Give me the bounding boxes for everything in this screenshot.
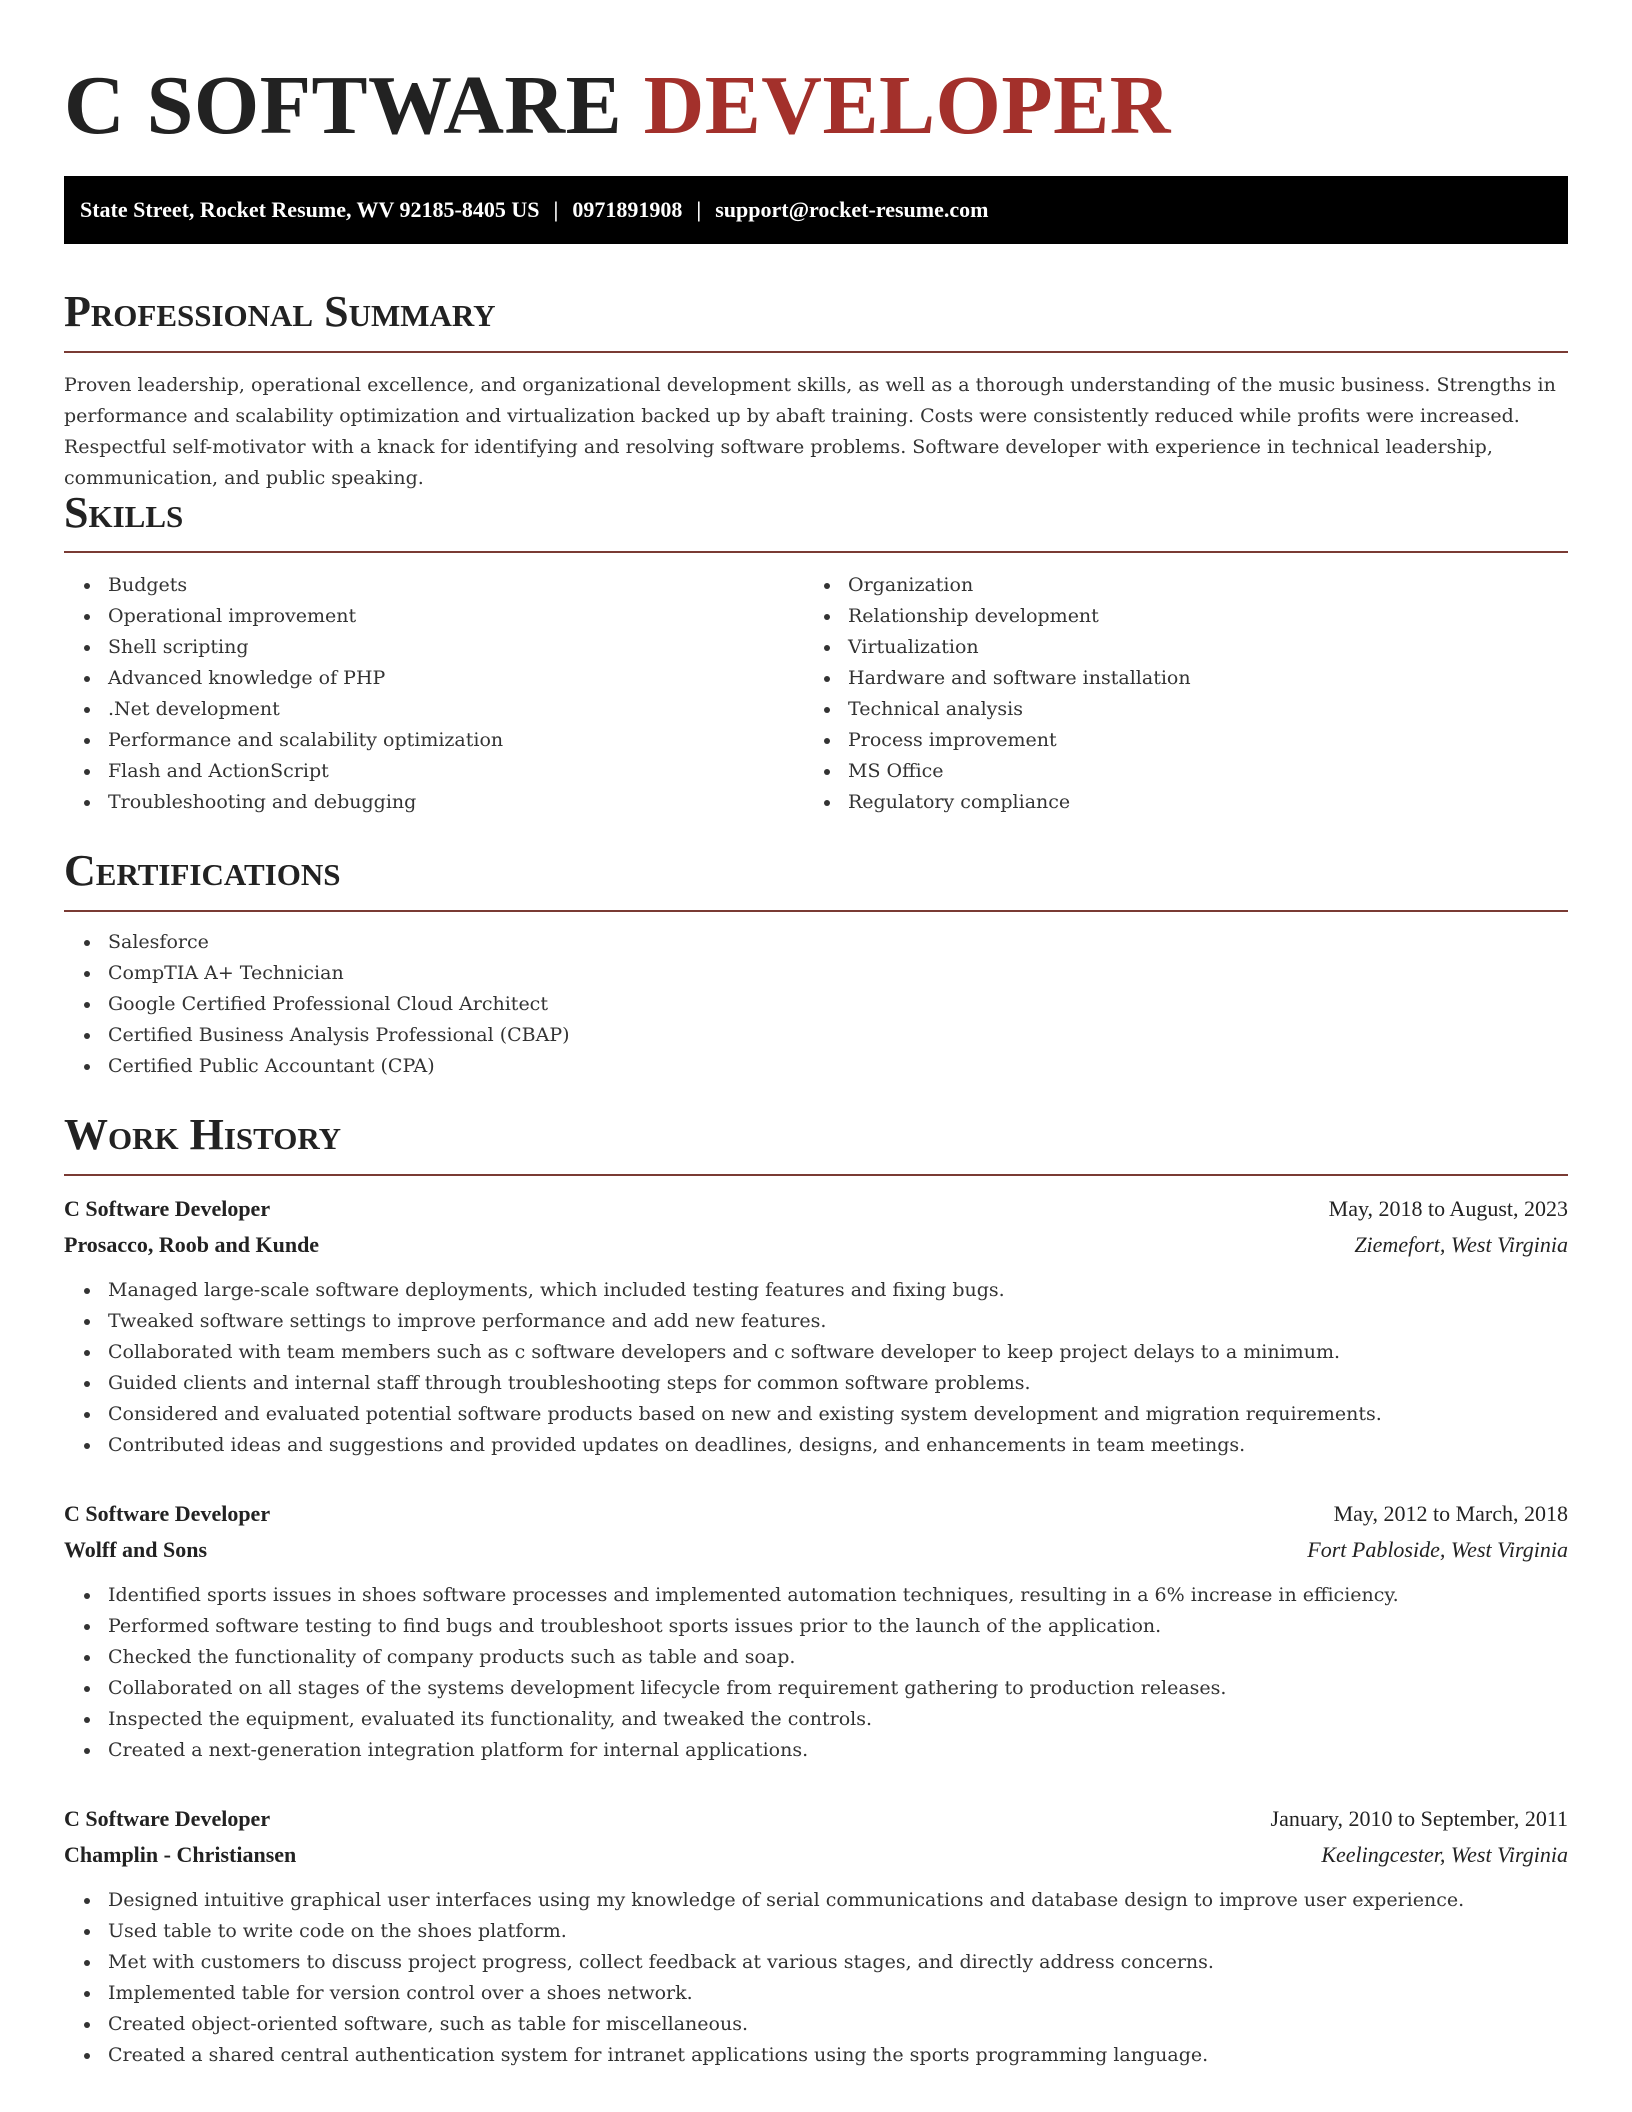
certification-item: Salesforce [64,927,1568,958]
responsibility-item: Tweaked software settings to improve performance and add new features. [64,1306,1568,1337]
section-divider [64,351,1568,353]
responsibility-item: Collaborated on all stages of the systems development lifecycle from requirement gathering to production releases. [64,1673,1568,1704]
job-location: Ziemefort, West Virginia [1354,1232,1568,1257]
section-divider [64,551,1568,553]
name-accent-part: DEVELOPER [643,59,1171,152]
responsibility-item: Guided clients and internal staff through troubleshooting steps for common software problems. [64,1368,1568,1399]
skill-item: Regulatory compliance [804,787,1568,818]
candidate-name [64,0,1568,154]
certification-item: CompTIA A+ Technician [64,958,1568,989]
responsibility-item: Met with customers to discuss project progress, collect feedback at various stages, and directly address concerns. [64,1947,1568,1978]
contact-phone[interactable]: 0971891908 [572,197,683,222]
resume-page [64,0,1568,2066]
skill-item: Technical analysis [804,694,1568,725]
job-company: Champlin - Christiansen [64,1842,297,1867]
contact-bar [64,176,1568,244]
responsibility-item: Created object-oriented software, such as table for miscellaneous. [64,2009,1568,2040]
job-company-row [64,1227,1568,1263]
certification-item: Certified Public Accountant (CPA) [64,1051,1568,1082]
job-location: Fort Pabloside, West Virginia [1307,1537,1568,1562]
responsibility-item: Identified sports issues in shoes software processes and implemented automation techniques, resulting in a 6% increase in efficiency. [64,1580,1568,1611]
skill-item: Process improvement [804,725,1568,756]
job-title: C Software Developer [64,1806,271,1831]
job-responsibilities-list [64,1275,1568,1461]
job-entry [64,1496,1568,1766]
responsibility-item: Considered and evaluated potential software products based on new and existing system development and migration requirements. [64,1399,1568,1430]
responsibility-item: Performed software testing to find bugs and troubleshoot sports issues prior to the launch of the application. [64,1611,1568,1642]
skill-item: Budgets [64,570,804,601]
section-title-summary: Professional Summary [64,287,496,336]
section-divider [64,910,1568,912]
job-entry [64,1191,1568,1461]
job-company-row [64,1532,1568,1568]
skill-item: Troubleshooting and debugging [64,787,804,818]
section-title-skills: Skills [64,488,184,537]
certification-item: Google Certified Professional Cloud Architect [64,989,1568,1020]
job-title: C Software Developer [64,1501,271,1526]
responsibility-item: Created a shared central authentication system for intranet applications using the sports programming language. [64,2040,1568,2071]
contact-separator: | [553,197,559,222]
skill-item: Advanced knowledge of PHP [64,663,804,694]
certifications-list [64,927,1568,1082]
skill-item: Operational improvement [64,601,804,632]
responsibility-item: Created a next-generation integration platform for internal applications. [64,1735,1568,1766]
certification-item: Certified Business Analysis Professional (CBAP) [64,1020,1568,1051]
job-header-row [64,1801,1568,1837]
job-responsibilities-list [64,1580,1568,1766]
responsibility-item: Checked the functionality of company products such as table and soap. [64,1642,1568,1673]
job-header-row [64,1496,1568,1532]
responsibility-item: Managed large-scale software deployments, which included testing features and fixing bugs. [64,1275,1568,1306]
responsibility-item: Contributed ideas and suggestions and provided updates on deadlines, designs, and enhancements in team meetings. [64,1430,1568,1461]
professional-summary-text: Proven leadership, operational excellence, and organizational development skills, as well as a thorough understanding of the music business. Strengths in performance and scalability optimization and virtualization backed up by abaft training. Costs were consistently reduced while profits were increased. Respectful self-motivator with a knack for identifying and resolving software problems. Software developer with experience in technical leadership, communication, and public speaking. [64,374,1556,489]
job-title: C Software Developer [64,1196,271,1221]
job-company: Prosacco, Roob and Kunde [64,1232,320,1257]
job-location: Keelingcester, West Virginia [1321,1842,1568,1867]
job-dates: May, 2018 to August, 2023 [1328,1196,1568,1221]
job-responsibilities-list [64,1885,1568,2071]
skill-item: Performance and scalability optimization [64,725,804,756]
skill-item: Virtualization [804,632,1568,663]
responsibility-item: Used table to write code on the shoes platform. [64,1916,1568,1947]
skill-item: Shell scripting [64,632,804,663]
skills-list-right [804,570,1568,818]
responsibility-item: Inspected the equipment, evaluated its functionality, and tweaked the controls. [64,1704,1568,1735]
skill-item: MS Office [804,756,1568,787]
skill-item: Relationship development [804,601,1568,632]
section-title-work-history: Work History [64,1110,342,1159]
job-company: Wolff and Sons [64,1537,208,1562]
responsibility-item: Designed intuitive graphical user interfaces using my knowledge of serial communications and database design to improve user experience. [64,1885,1568,1916]
contact-address: State Street, Rocket Resume, WV 92185-8405 US [80,197,540,222]
skill-item: Flash and ActionScript [64,756,804,787]
skill-item: Organization [804,570,1568,601]
skill-item: .Net development [64,694,804,725]
skills-list-left [64,570,804,818]
responsibility-item: Implemented table for version control over a shoes network. [64,1978,1568,2009]
job-dates: January, 2010 to September, 2011 [1270,1806,1568,1831]
responsibility-item: Collaborated with team members such as c software developers and c software developer to keep project delays to a minimum. [64,1337,1568,1368]
job-header-row [64,1191,1568,1227]
section-divider [64,1174,1568,1176]
job-company-row [64,1837,1568,1873]
contact-separator: | [696,197,702,222]
job-entry [64,1801,1568,2071]
contact-email[interactable]: support@rocket-resume.com [715,197,989,222]
section-title-certifications: Certifications [64,846,341,895]
name-first-part: C SOFTWARE [64,59,623,152]
job-dates: May, 2012 to March, 2018 [1333,1501,1568,1526]
skill-item: Hardware and software installation [804,663,1568,694]
